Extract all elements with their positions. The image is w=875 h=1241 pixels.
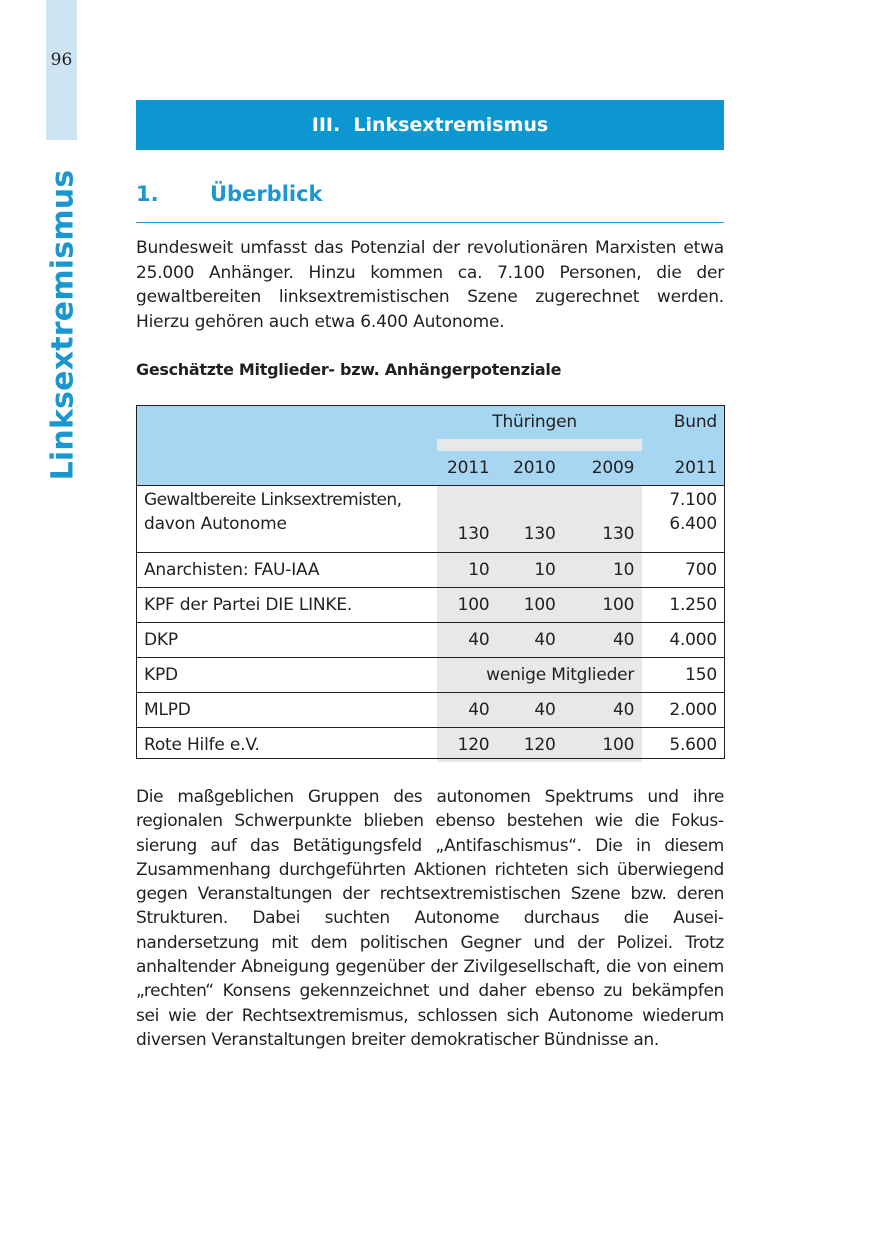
cell-thueringen-2011: 130 (437, 486, 497, 553)
row-label: MLPD (136, 693, 437, 728)
cell-thueringen-2010: 10 (497, 553, 563, 588)
table-year-header-row (136, 451, 725, 486)
body-paragraph: Die maßgeblichen Gruppen des autonomen Spektrums und ihre regionalen Schwerpunkte blieben ebenso bestehen wie die Fokussierung auf das Betätigungsfeld „Antifaschismus“. Die in diesem Zusammenhang durchgeführten Aktionen richteten sich überwiegend gegen Veranstaltungen der rechtsextremistischen Szene bzw. deren Strukturen. Dabei suchten Autonome durchaus die Auseinandersetzung mit dem politischen Gegner und der Polizei. Trotz anhaltender Abneigung gegenüber der Zivilgesellschaft, die von einem „rechten“ Konsens gekennzeichnet und daher ebenso zu bekämpfen sei wie der Rechtsextremismus, schlossen sich Autonome wiederum diversen Veranstaltungen breiter demokratischer Bündnisse an. (136, 787, 724, 1050)
cell-thueringen-2009: 10 (564, 553, 643, 588)
cell-bund-2011: 150 (642, 658, 725, 693)
cell-thueringen-2009: 100 (564, 728, 643, 763)
header-spacer-row (136, 439, 725, 451)
cell-bund-2011: 7.100 (669, 490, 717, 510)
row-label-sub: davon Autonome (144, 514, 287, 534)
cell-thueringen-2011: 100 (437, 588, 497, 623)
section-title: Überblick (210, 182, 323, 206)
cell-thueringen-2010: 120 (497, 728, 563, 763)
row-label: Anarchisten: FAU-IAA (136, 553, 437, 588)
table-row (136, 486, 725, 553)
cell-bund-2011: 5.600 (642, 728, 725, 763)
header-bund: Bund (642, 405, 725, 439)
row-label: DKP (136, 623, 437, 658)
table-row (136, 693, 725, 728)
cell-bund-2011: 2.000 (642, 693, 725, 728)
header-year-2009: 2009 (564, 451, 643, 486)
cell-thueringen-merged: wenige Mitglieder (437, 658, 642, 693)
side-tab-strip (46, 0, 77, 140)
row-label: KPD (136, 658, 437, 693)
cell-bund-2011: 1.250 (642, 588, 725, 623)
header-year-bund-2011: 2011 (642, 451, 725, 486)
cell-thueringen-2010: 100 (497, 588, 563, 623)
intro-paragraph: Bundesweit umfasst das Potenzial der revolutionären Marxisten etwa 25.000 Anhänger. Hinzu kommen ca. 7.100 Personen, die der gewaltbereiten linksextremistischen Szene zugerechnet werden. Hierzu gehören auch etwa 6.400 Autonome. (136, 238, 724, 332)
table-caption: Geschätzte Mitglieder- bzw. Anhängerpotenziale (136, 360, 562, 379)
table-row (136, 553, 725, 588)
row-label: Gewaltbereite Linksextremisten, (144, 490, 402, 510)
row-label: Rote Hilfe e.V. (136, 728, 437, 763)
table-row (136, 623, 725, 658)
cell-thueringen-2011: 40 (437, 623, 497, 658)
cell-bund-2011-sub: 6.400 (669, 514, 717, 534)
page-number: 96 (50, 50, 73, 70)
table-row (136, 658, 725, 693)
cell-thueringen-2011: 10 (437, 553, 497, 588)
cell-thueringen-2009: 40 (564, 693, 643, 728)
cell-bund-2011: 700 (642, 553, 725, 588)
cell-bund-2011: 4.000 (642, 623, 725, 658)
row-label: KPF der Partei DIE LINKE. (136, 588, 437, 623)
header-year-2010: 2010 (497, 451, 563, 486)
cell-thueringen-2011: 40 (437, 693, 497, 728)
cell-thueringen-2009: 40 (564, 623, 643, 658)
section-heading (136, 182, 724, 223)
header-year-2011: 2011 (437, 451, 497, 486)
cell-thueringen-2010: 130 (497, 486, 563, 553)
table-row (136, 588, 725, 623)
chapter-title-bar (136, 100, 724, 150)
cell-thueringen-2009: 100 (564, 588, 643, 623)
chapter-title: III. Linksextremismus (311, 114, 549, 136)
header-thueringen: Thüringen (437, 405, 642, 439)
cell-thueringen-2010: 40 (497, 693, 563, 728)
side-chapter-title: Linksextremismus (45, 169, 81, 481)
table-row (136, 728, 725, 763)
section-number: 1. (136, 182, 159, 206)
cell-thueringen-2011: 120 (437, 728, 497, 763)
cell-thueringen-2009: 130 (564, 486, 643, 553)
membership-table (136, 405, 725, 762)
table-group-header-row (136, 405, 725, 439)
cell-thueringen-2010: 40 (497, 623, 563, 658)
